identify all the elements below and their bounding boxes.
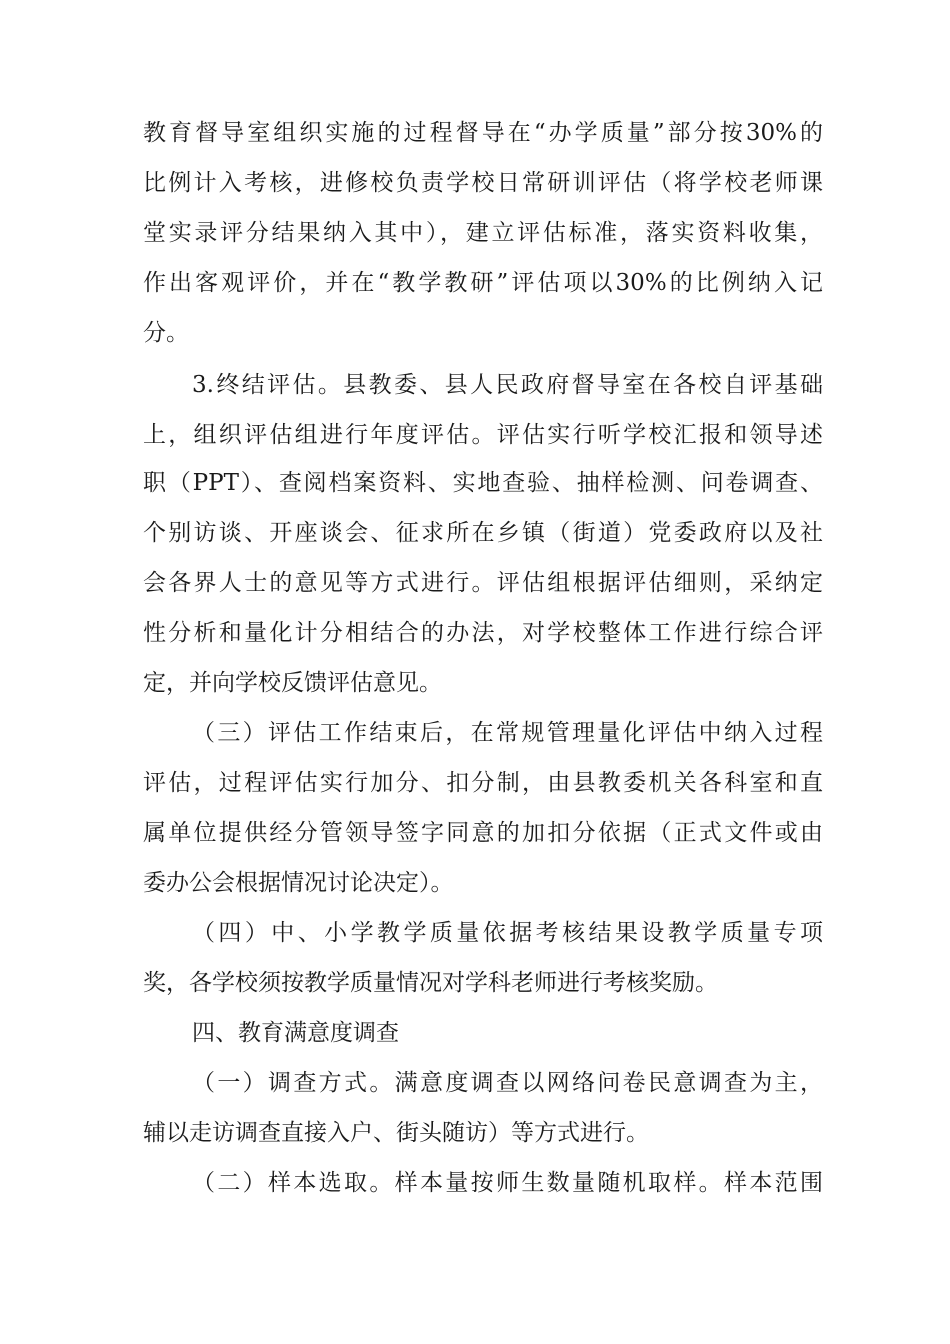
paragraph-3-line-2: 评估，过程评估实行加分、扣分制，由县教委机关各科室和直 <box>143 770 823 796</box>
paragraph-3-line-1: （三）评估工作结束后，在常规管理量化评估中纳入过程 <box>192 720 823 746</box>
paragraph-6-line-1: （二）样本选取。样本量按师生数量随机取样。样本范围 <box>192 1170 823 1196</box>
paragraph-2-line-6: 性分析和量化计分相结合的办法，对学校整体工作进行综合评 <box>143 620 823 646</box>
paragraph-1-line-4: 作出客观评价，并在“教学教研”评估项以30%的比例纳入记 <box>143 270 823 296</box>
paragraph-2-line-1: 3.终结评估。县教委、县人民政府督导室在各校自评基础 <box>192 372 823 398</box>
paragraph-1-line-5: 分。 <box>143 320 189 346</box>
paragraph-4-line-2: 奖，各学校须按教学质量情况对学科老师进行考核奖励。 <box>143 970 718 996</box>
paragraph-3-line-4: 委办公会根据情况讨论决定）。 <box>143 870 454 896</box>
paragraph-1-line-1: 教育督导室组织实施的过程督导在“办学质量”部分按30%的 <box>143 120 823 146</box>
paragraph-5-line-2: 辅以走访调查直接入户、街头随访）等方式进行。 <box>143 1120 649 1146</box>
paragraph-2-line-3: 职（PPT）、查阅档案资料、实地查验、抽样检测、问卷调查、 <box>143 470 823 496</box>
paragraph-4-line-1: （四）中、小学教学质量依据考核结果设教学质量专项 <box>192 920 823 946</box>
section-heading: 四、教育满意度调查 <box>192 1020 399 1046</box>
paragraph-3-line-3: 属单位提供经分管领导签字同意的加扣分依据（正式文件或由 <box>143 820 823 846</box>
paragraph-2-line-5: 会各界人士的意见等方式进行。评估组根据评估细则，采纳定 <box>143 570 823 596</box>
paragraph-1-line-2: 比例计入考核，进修校负责学校日常研训评估（将学校老师课 <box>143 170 823 196</box>
paragraph-2-line-4: 个别访谈、开座谈会、征求所在乡镇（街道）党委政府以及社 <box>143 520 823 546</box>
paragraph-1-line-3: 堂实录评分结果纳入其中），建立评估标准，落实资料收集， <box>143 220 823 246</box>
paragraph-5-line-1: （一）调查方式。满意度调查以网络问卷民意调查为主， <box>192 1070 823 1096</box>
paragraph-2-line-2: 上，组织评估组进行年度评估。评估实行听学校汇报和领导述 <box>143 422 823 448</box>
paragraph-2-line-7: 定，并向学校反馈评估意见。 <box>143 670 442 696</box>
